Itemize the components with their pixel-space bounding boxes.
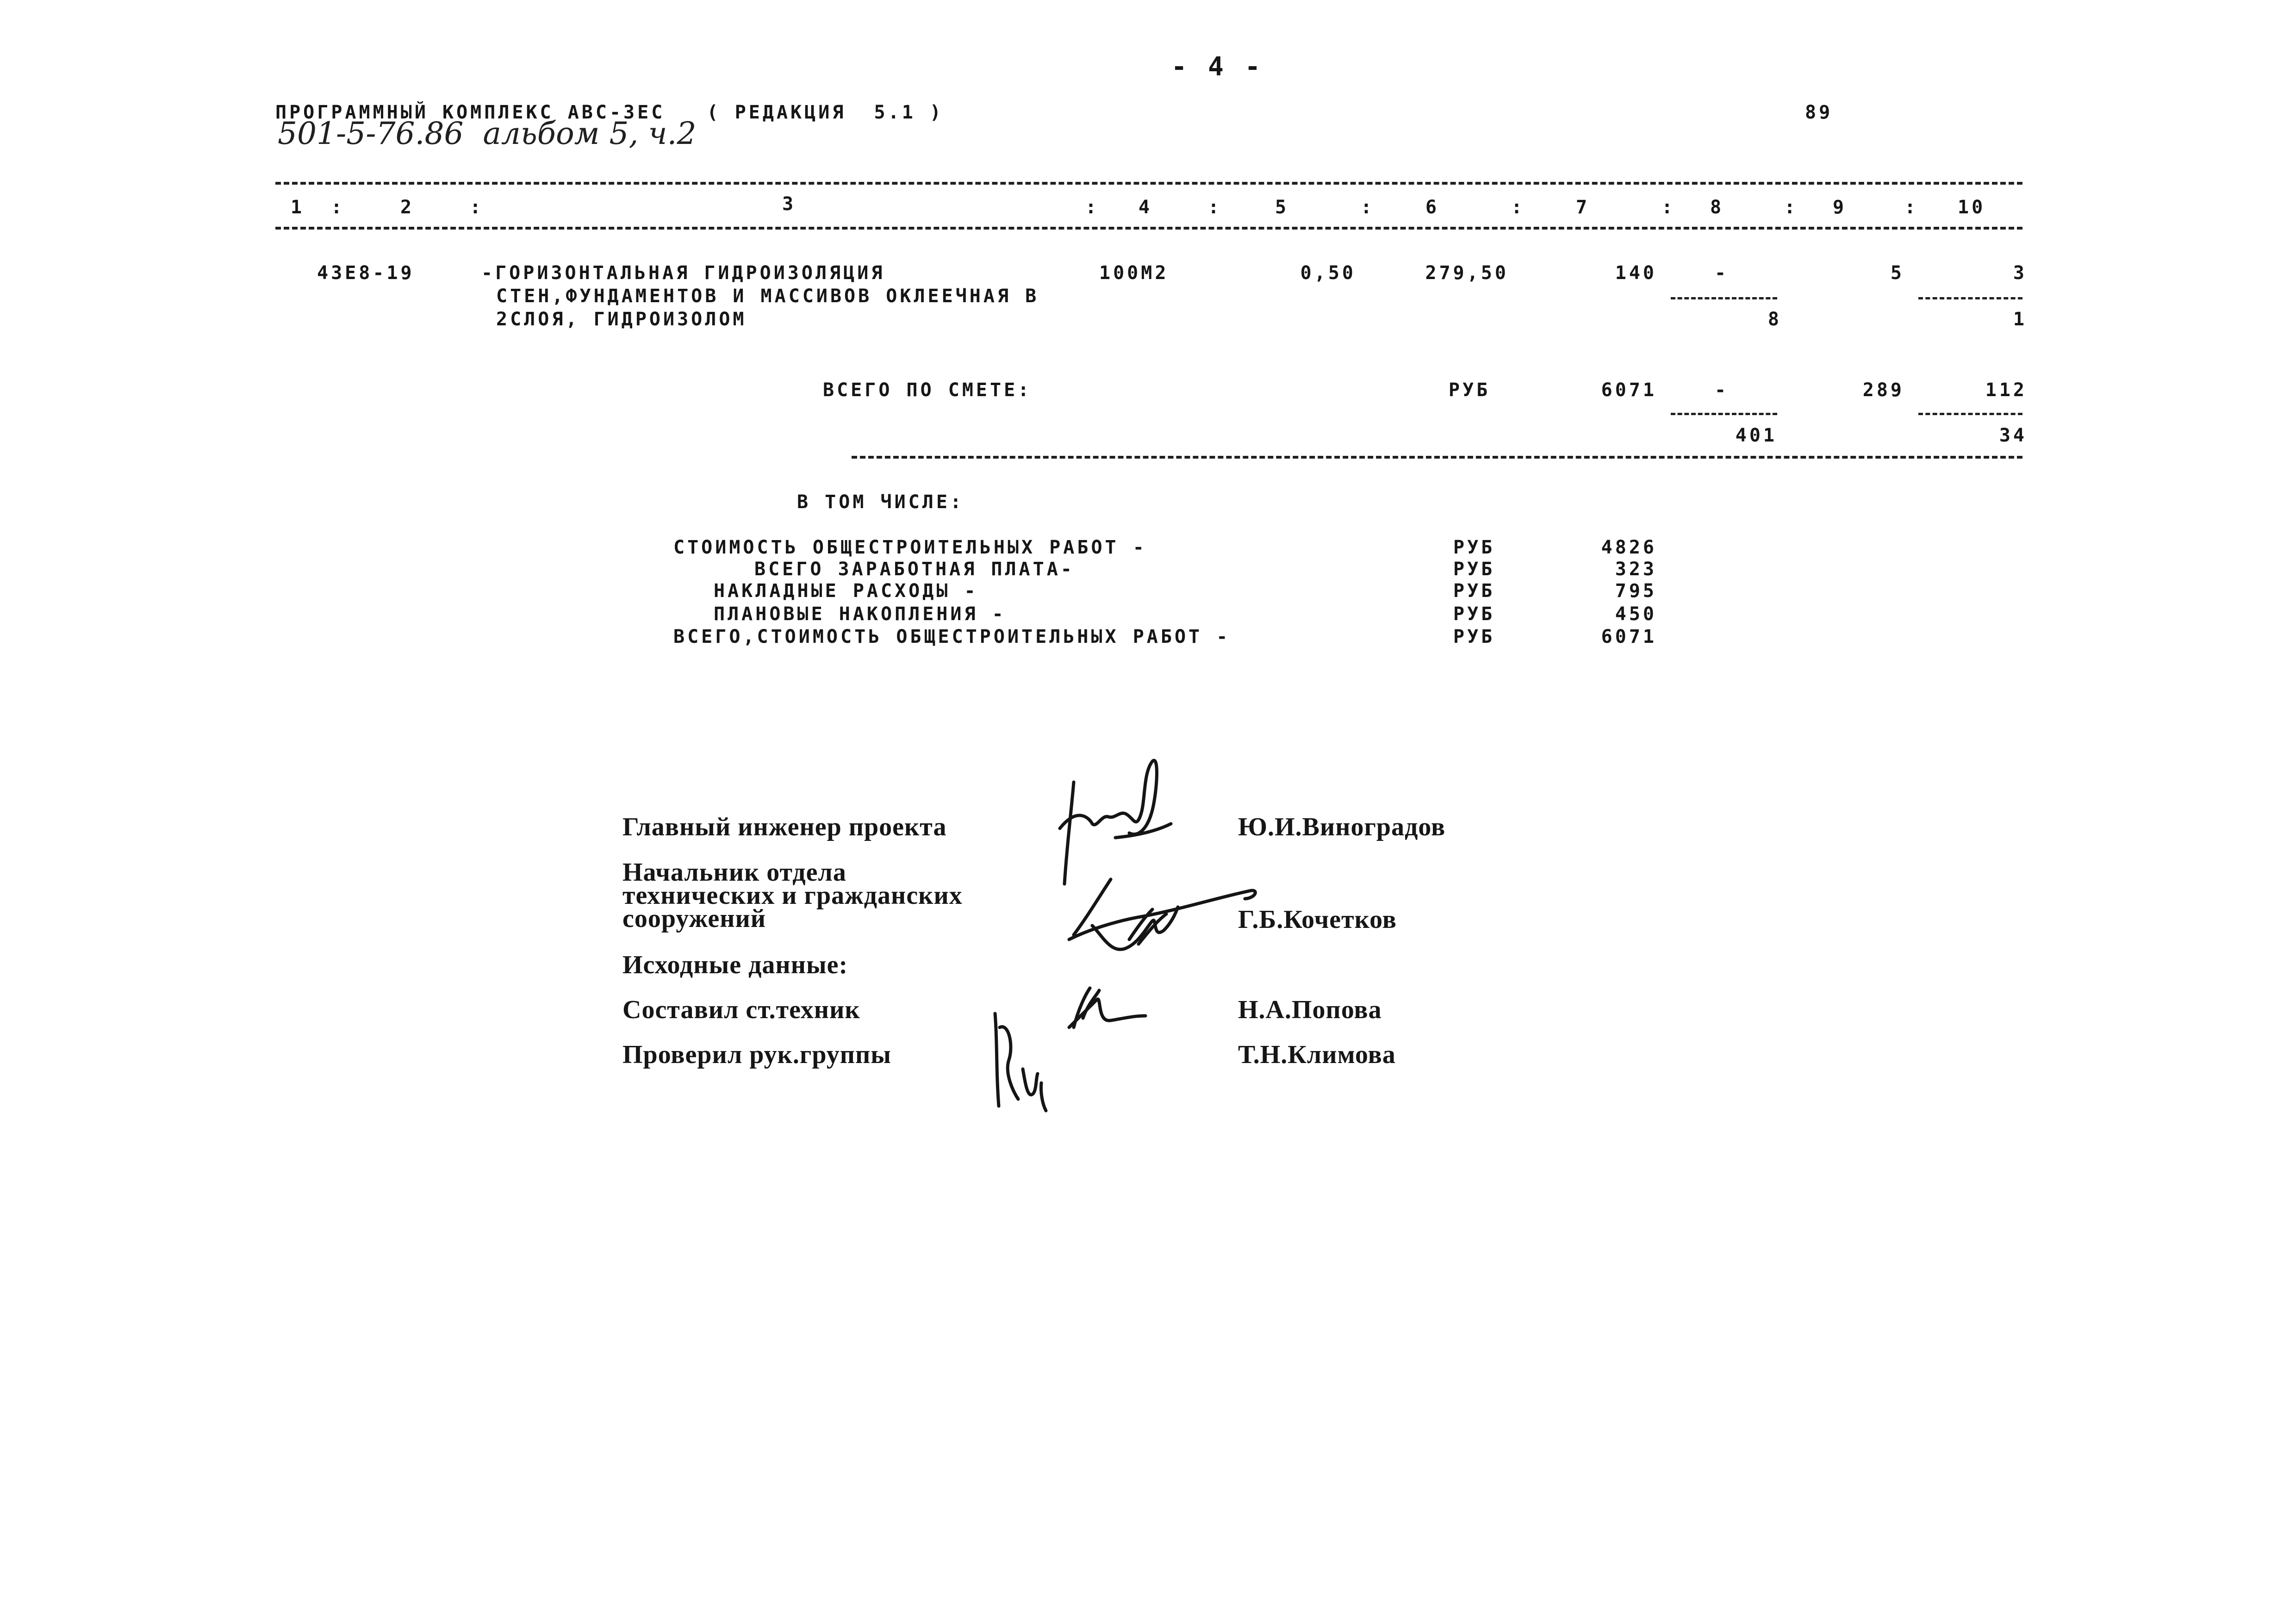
column-header-8: 8 xyxy=(1710,197,1724,218)
row-col8-rule xyxy=(1671,297,1777,299)
source-data-label: Исходные данные: xyxy=(622,951,848,979)
row-unit-price: 279,50 xyxy=(1425,262,1509,284)
breakdown-unit: РУБ xyxy=(1453,603,1495,625)
row-description-line-1: -ГОРИЗОНТАЛЬНАЯ ГИДРОИЗОЛЯЦИЯ xyxy=(481,262,885,284)
breakdown-label: ВСЕГО ЗАРАБОТНАЯ ПЛАТА- xyxy=(754,559,1075,580)
column-separator: : xyxy=(1361,197,1375,218)
checked-by-name: Т.Н.Климова xyxy=(1238,1040,1396,1069)
row-description-line-3: 2СЛОЯ, ГИДРОИЗОЛОМ xyxy=(496,309,747,330)
breakdown-heading: В ТОМ ЧИСЛЕ: xyxy=(797,491,964,513)
page-number: - 4 - xyxy=(1171,52,1263,82)
row-description-line-2: СТЕН,ФУНДАМЕНТОВ И МАССИВОВ ОКЛЕЕЧНАЯ В xyxy=(496,286,1039,307)
breakdown-unit: РУБ xyxy=(1453,580,1495,602)
totals-unit: РУБ xyxy=(1449,379,1491,401)
column-separator: : xyxy=(1208,197,1222,218)
column-header-9: 9 xyxy=(1833,197,1847,218)
column-header-2: 2 xyxy=(400,197,415,218)
breakdown-unit: РУБ xyxy=(1453,537,1495,558)
row-col9: 5 xyxy=(1890,262,1904,284)
row-code: 4ЗЕ8-19 xyxy=(317,262,415,284)
column-separator: : xyxy=(1661,197,1676,218)
compiled-by-label: Составил ст.техник xyxy=(622,995,860,1024)
sheet-number: 89 xyxy=(1805,102,1833,123)
signature-chief-engineer xyxy=(1046,754,1185,889)
breakdown-unit: РУБ xyxy=(1453,559,1495,580)
signature-department-head xyxy=(1060,870,1263,963)
breakdown-value: 450 xyxy=(1615,603,1657,625)
column-header-6: 6 xyxy=(1425,197,1440,218)
totals-col10-top: 112 xyxy=(1985,379,2027,401)
row-quantity: 0,50 xyxy=(1300,262,1356,284)
department-head-name: Г.Б.Кочетков xyxy=(1238,905,1397,934)
totals-col10-rule xyxy=(1918,413,2022,415)
column-separator: : xyxy=(1904,197,1919,218)
column-header-4: 4 xyxy=(1139,197,1153,218)
department-head-label-line-3: сооружений xyxy=(622,904,766,933)
column-separator: : xyxy=(331,197,345,218)
breakdown-label: НАКЛАДНЫЕ РАСХОДЫ - xyxy=(714,580,978,602)
breakdown-value: 6071 xyxy=(1601,626,1657,647)
signature-compiler-checker xyxy=(986,976,1152,1115)
row-col10-rule xyxy=(1918,297,2022,299)
table-header-rule xyxy=(275,227,2022,230)
department-head-label-line-1: Начальник отдела xyxy=(622,858,846,887)
totals-total: 6071 xyxy=(1601,379,1657,401)
column-header-5: 5 xyxy=(1275,197,1289,218)
totals-bottom-rule xyxy=(852,456,2022,459)
totals-label: ВСЕГО ПО СМЕТЕ: xyxy=(823,379,1032,401)
row-col8-top: - xyxy=(1715,262,1729,284)
checked-by-label: Проверил рук.группы xyxy=(622,1040,891,1069)
breakdown-label: ВСЕГО,СТОИМОСТЬ ОБЩЕСТРОИТЕЛЬНЫХ РАБОТ - xyxy=(673,626,1231,647)
breakdown-label: СТОИМОСТЬ ОБЩЕСТРОИТЕЛЬНЫХ РАБОТ - xyxy=(673,537,1147,558)
column-separator: : xyxy=(470,197,484,218)
column-separator: : xyxy=(1511,197,1525,218)
totals-col8-top: - xyxy=(1715,379,1729,401)
handwritten-album-note: 501-5-76.86 альбом 5, ч.2 xyxy=(278,116,697,151)
column-header-7: 7 xyxy=(1576,197,1590,218)
department-head-label-line-2: технических и гражданских xyxy=(622,881,963,910)
row-col8-bottom: 8 xyxy=(1767,309,1782,330)
breakdown-unit: РУБ xyxy=(1453,626,1495,647)
row-col10-top: 3 xyxy=(2013,262,2027,284)
totals-col8-bottom: 401 xyxy=(1735,425,1777,446)
row-col10-bottom: 1 xyxy=(2013,309,2027,330)
totals-col9: 289 xyxy=(1862,379,1904,401)
breakdown-label: ПЛАНОВЫЕ НАКОПЛЕНИЯ - xyxy=(714,603,1006,625)
chief-engineer-label: Главный инженер проекта xyxy=(622,813,947,841)
column-separator: : xyxy=(1784,197,1798,218)
row-unit: 100М2 xyxy=(1099,262,1169,284)
compiled-by-name: Н.А.Попова xyxy=(1238,995,1382,1024)
row-total: 140 xyxy=(1615,262,1657,284)
breakdown-value: 323 xyxy=(1615,559,1657,580)
column-header-3: 3 xyxy=(782,193,796,215)
table-top-rule xyxy=(275,182,2022,185)
column-separator: : xyxy=(1085,197,1100,218)
totals-col8-rule xyxy=(1671,413,1777,415)
breakdown-value: 795 xyxy=(1615,580,1657,602)
breakdown-value: 4826 xyxy=(1601,537,1657,558)
column-header-1: 1 xyxy=(291,197,305,218)
column-header-10: 10 xyxy=(1958,197,1986,218)
program-header: ПРОГРАММНЫЙ КОМПЛЕКС АВС-3ЕС ( РЕДАКЦИЯ 5.1 ) xyxy=(275,102,944,123)
chief-engineer-name: Ю.И.Виноградов xyxy=(1238,813,1446,841)
totals-col10-bottom: 34 xyxy=(1999,425,2027,446)
